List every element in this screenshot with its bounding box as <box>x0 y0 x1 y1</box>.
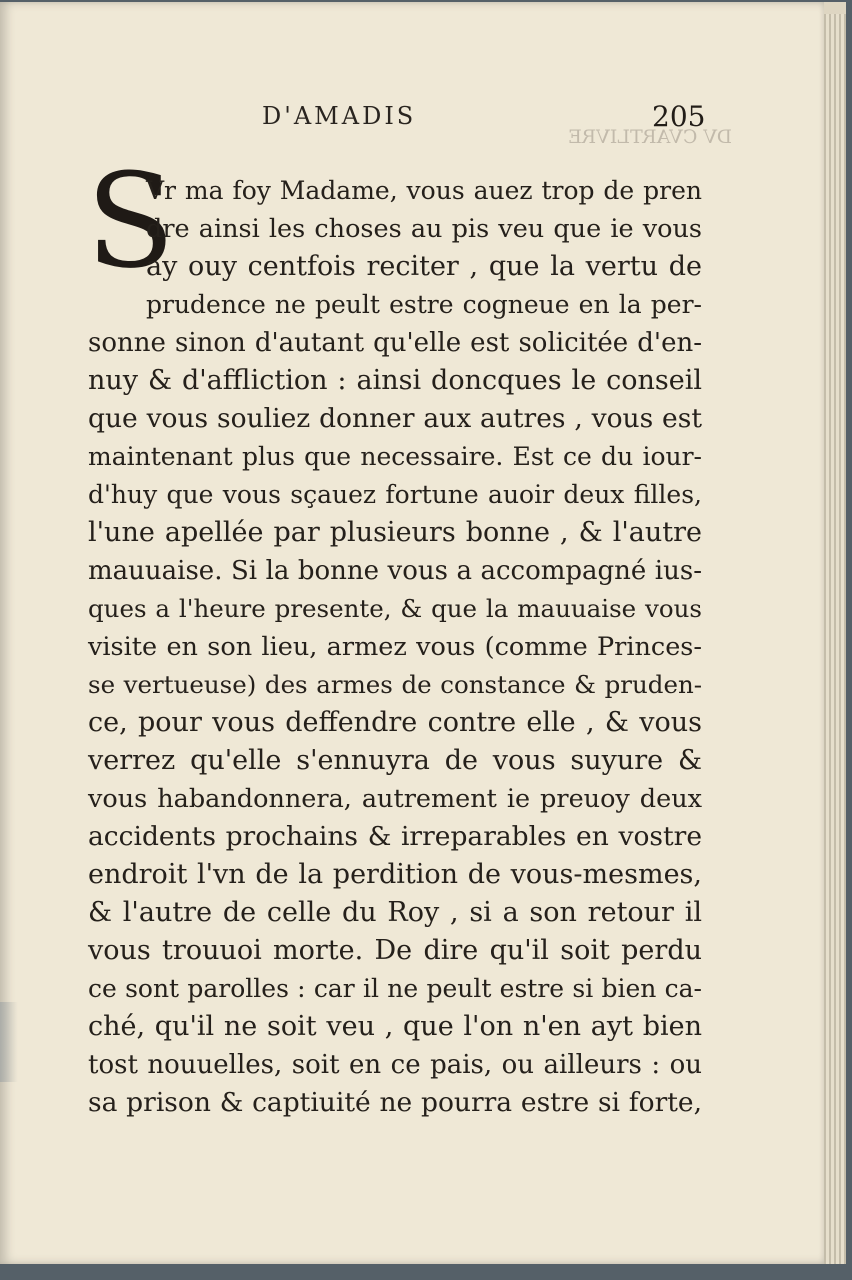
text-line: accidents prochains & irreparables en vostre <box>88 821 702 852</box>
body-text <box>0 2 824 1264</box>
text-line: ce, pour vous deffendre contre elle , & vous <box>88 707 702 738</box>
text-line: tost nouuelles, soit en ce pais, ou ailleurs : ou <box>88 1050 702 1080</box>
text-line: que vous souliez donner aux autres , vous est <box>88 403 702 434</box>
text-line: vous habandonnera, autrement ie preuoy deux <box>88 784 702 814</box>
text-line: & l'autre de celle du Roy , si a son retour il <box>88 897 702 928</box>
bleed-through-text: DV CVARTLIVRE <box>568 126 733 148</box>
page-number: 205 <box>652 100 706 133</box>
text-line: Vr ma foy Madame, vous auez trop de pren <box>146 176 702 205</box>
text-line: ay ouy centfois reciter , que la vertu de <box>146 251 702 282</box>
text-line: vous trouuoi morte. De dire qu'il soit perdu <box>88 935 702 966</box>
text-line: d'huy que vous sçauez fortune auoir deux filles, <box>88 480 702 509</box>
book-block <box>0 2 846 1264</box>
text-line: prudence ne peult estre cogneue en la per- <box>146 290 702 319</box>
drop-cap: S <box>86 145 176 297</box>
running-head-title: D'AMADIS <box>262 102 417 130</box>
text-line: sa prison & captiuité ne pourra estre si forte, <box>88 1087 702 1118</box>
text-line: visite en son lieu, armez vous (comme Princes- <box>88 632 702 662</box>
text-line: ques a l'heure presente, & que la mauuaise vous <box>88 594 702 623</box>
text-line: sonne sinon d'autant qu'elle est solicitée d'en- <box>88 328 702 358</box>
text-line: mauuaise. Si la bonne vous a accompagné ius- <box>88 556 702 586</box>
text-line: ché, qu'il ne soit veu , que l'on n'en ayt bien <box>88 1011 702 1042</box>
text-line: endroit l'vn de la perdition de vous-mesmes, <box>88 859 702 890</box>
text-line: se vertueuse) des armes de constance & pruden- <box>88 670 702 699</box>
text-line: l'une apellée par plusieurs bonne , & l'autre <box>88 517 702 548</box>
text-line: maintenant plus que necessaire. Est ce du iour- <box>88 442 702 471</box>
binding-shadow <box>0 1002 18 1082</box>
text-line: verrez qu'elle s'ennuyra de vous suyure & <box>88 745 702 776</box>
book-page <box>0 2 824 1264</box>
text-line: ce sont parolles : car il ne peult estre si bien ca- <box>88 974 702 1003</box>
text-line: dre ainsi les choses au pis veu que ie vous <box>146 214 702 244</box>
text-line: nuy & d'affliction : ainsi doncques le conseil <box>88 365 702 396</box>
